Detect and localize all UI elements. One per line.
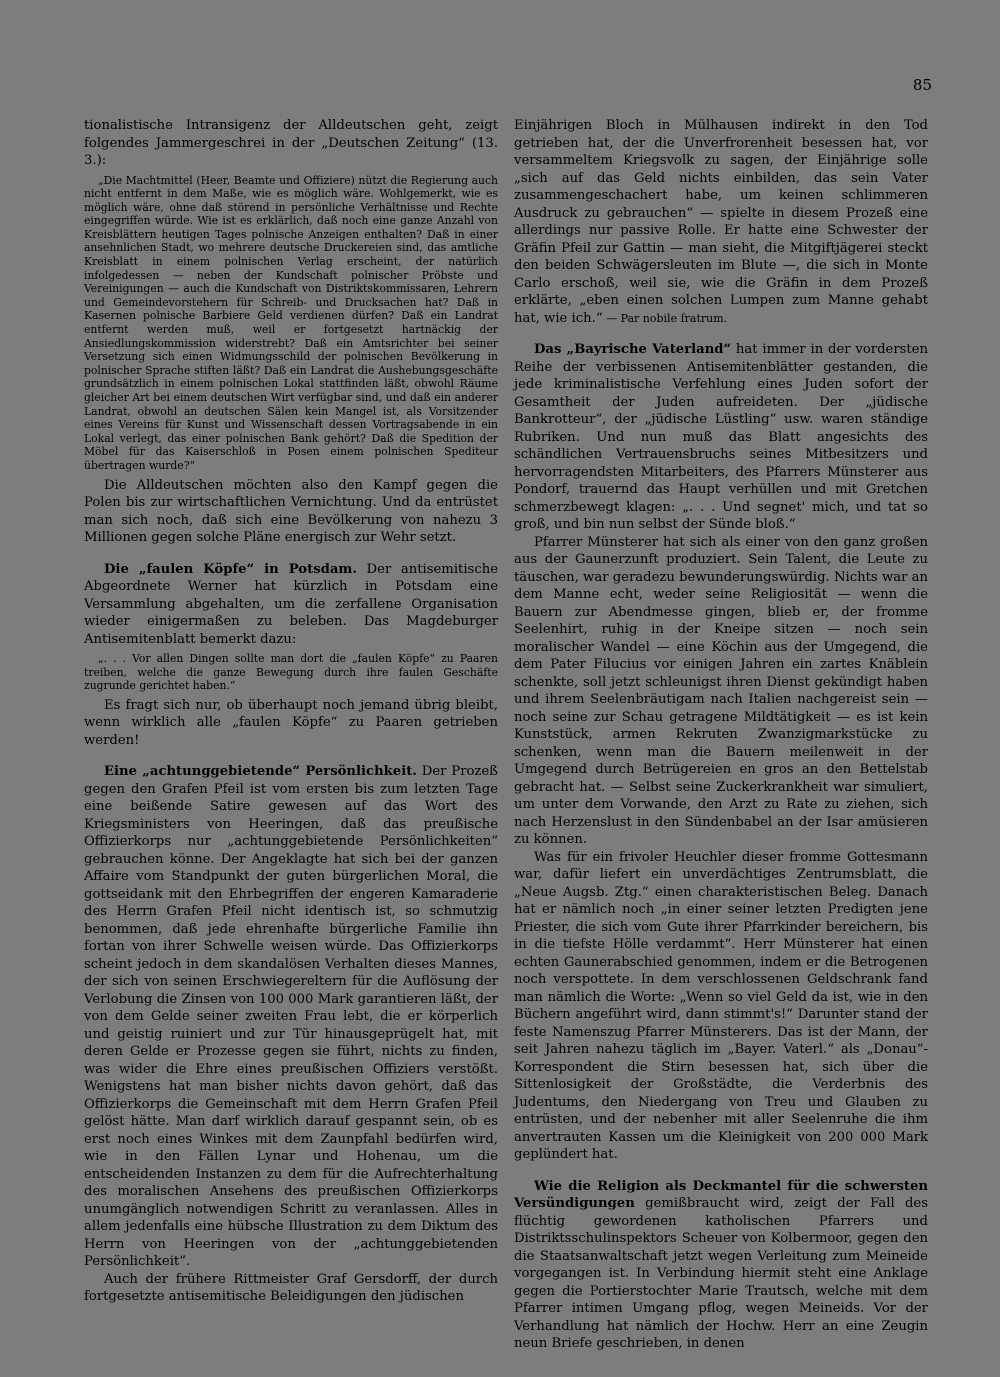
quote-deutsche-zeitung: „Die Machtmittel (Heer, Beamte und Offiziere) nützt die Regierung auch nicht entfernt in dem Maße, wie es möglich wäre. Wohlgemerkt, wie es möglich wäre, ohne daß störend in persönliche Verhältnisse und Rechte eingegriffen würde. Wie ist es erklärlich, daß noch eine ganze Anzahl von Kreisblättern heutigen Tages polnische Anzeigen enthalten? Daß in einer ansehnlichen Stadt, wo mehrere deutsche Druckereien sind, das amtliche Kreisblatt in einem polnischen Verlag erscheint, der natürlich infolgedessen — neben der Kundschaft polnischer Pröbste und Vereinigungen — auch die Kundschaft von Distriktskommissaren, Lehrern und Gemeindevorstehern für Schreib- und Drucksachen hat? Daß in Kasernen polnische Barbiere Geld verdienen dürfen? Daß ein Landrat entfernt werden muß, weil er fortgesetzt hartnäckig der Ansiedlungskommission widerstrebt? Daß ein Amtsrichter bei seiner Versetzung sich einen Widmungsschild der polnischen Bevölkerung in polnischer Sprache stiften läßt? Daß ein Landrat die Aushebungsgeschäfte grundsätzlich in einem polnischen Lokal stattfinden läßt, obwohl Räume gleicher Art bei einem deutschen Wirt verfügbar sind, und daß ein anderer Landrat, obwohl an deutschen Sälen kein Mangel ist, als Vorsitzender eines Vereins für Kunst und Wissenschaft dessen Vortragsabende in ein Lokal verlegt, das einer polnischen Bank gehört? Daß die Spedition der Möbel für das Kaiserschloß in Posen einem polnischen Spediteur übertragen wurde?“ — [84, 173, 498, 472]
right-column — [514, 117, 928, 1353]
section-heading: Wie die Religion als Deckmantel für die schwersten Versündigungen — [514, 1178, 928, 1211]
section-text: Der Prozeß gegen den Grafen Pfeil ist vom ersten bis zum letzten Tage eine beißende Satire gewesen auf das Wort des Kriegsministers von Heeringen, daß das preußische Offizierkorps nur „achtunggebietende Persönlichkeiten“ gebrauchen könne. Der Angeklagte hat sich bei der ganzen Affaire vom Standpunkt der guten bürgerlichen Moral, die gottseidank mit den Ehrbegriffen der engeren Kamaraderie des Herrn Grafen Pfeil nicht identisch ist, so schmutzig benommen, daß jede ehrenhafte bürgerliche Familie ihn fortan von ihrer Schwelle weisen würde. Das Offizierkorps scheint jedoch in dem skandalösen Verhalten dieses Mannes, der sich von seinen Erschwiegereltern für die Auflösung der Verlobung die Zinsen von 100 000 Mark garantieren läßt, der von dem Gelde seiner zweiten Frau lebt, die er körperlich und geistig ruiniert und zur Tür hinausgeprügelt hat, mit deren Gelde er Prozesse gegen sie führt, nichts zu finden, was wider die Ehre eines preußischen Offiziers verstößt. Wenigstens hat man bisher nichts davon gehört, daß das Offizierkorps die Gemeinschaft mit dem Herrn Grafen Pfeil gelöst hätte. Man darf wirklich darauf gespannt sein, ob es erst noch eines Winkes mit dem Zaunpfahl bedürfen wird, wie in den Fällen Lynar und Hohenau, um die entscheidenden Instanzen zu dem für die Aufrechterhaltung des moralischen Ansehens des preußischen Offizierkorps unumgänglich notwendigen Schritt zu veranlassen. Alles in allem jedenfalls eine hübsche Illustration zu dem Diktum des Herrn von Heeringen von der „achtunggebietenden Persönlichkeit“. — [84, 764, 498, 1270]
section-text: Der antisemitische Abgeordnete Werner hat kürzlich in Potsdam eine Versammlung abgehalten, um die zerfallene Organisation wieder einigermaßen zu beleben. Das Magdeburger Antisemitenblatt bemerkt dazu: — [84, 561, 499, 647]
paragraph — [514, 117, 928, 327]
quote-magdeburger: „. . . Vor allen Dingen sollte man dort die „faulen Köpfe“ zu Paaren treiben, welche die ganze Bewegung durch ihre faulen Geschäfte zugrunde gerichtet haben.“ — [84, 652, 498, 693]
paragraph: tionalistische Intransigenz der Alldeutschen geht, zeigt folgendes Jammergeschrei in der „Deutschen Zeitung“ (13. 3.): — [84, 118, 498, 168]
paragraph: Die Alldeutschen möchten also den Kampf gegen die Polen bis zur wirtschaftlichen Vernichtung. Und da entrüstet man sich noch, daß sich eine Bevölkerung von nahezu 3 Millionen gegen solche Pläne energisch zur Wehr setzt. — [84, 477, 498, 546]
section-text: gemißbraucht wird, zeigt der Fall des flüchtig gewordenen katholischen Pfarrers und Distriktsschulinspektors Scheuer von Kolbermoor, gegen den die Staatsanwaltschaft jetzt wegen Verleitung zum Meineide vorgegangen ist. In Verbindung hiermit steht eine Anklage gegen die Portierstochter Marie Trautsch, welche mit dem Pfarrer intimen Umgang pflog, wegen Meineids. Vor der Verhandlung hat nämlich der Hochw. Herr an eine Zeugin neun Briefe geschrieben, in denen — [514, 1196, 928, 1351]
section-religion — [514, 1178, 928, 1353]
paragraph-text: Einjährigen Bloch in Mülhausen indirekt in den Tod getrieben hat, der die Unverfrorenheit besessen hat, vor versammeltem Kriegsvolk zu sagen, der Einjährige solle „sich auf das Geld nichts einbilden, das sein Vater zusammengeschachert habe, um keinen schlimmeren Ausdruck zu gebrauchen“ — spielte in diesem Prozeß eine allerdings nur passive Rolle. Er hatte eine Schwester der Gräfin Pfeil zur Gattin — man sieht, die Mitgiftjägerei steckt den beiden Schwägersleuten im Blute —, die sich in Monte Carlo erschoß, weil sie, wie die Gräfin in dem Prozeß erklärte, „eben einen solchen Lumpen zum Manne gehabt hat, wie ich.“ — [514, 118, 928, 326]
section-heading: Eine „achtunggebietende“ Persönlichkeit. — [104, 764, 417, 780]
page-number: 85 — [912, 76, 932, 94]
left-column — [84, 117, 498, 1306]
paragraph: Auch der frühere Rittmeister Graf Gersdorff, der durch fortgesetzte antisemitische Beleidigungen den jüdischen — [84, 1271, 498, 1305]
section-heading: Die „faulen Köpfe“ in Potsdam. — [104, 561, 357, 577]
paragraph: Pfarrer Münsterer hat sich als einer von den ganz großen aus der Gaunerzunft produziert. Sein Talent, die Leute zu täuschen, war geradezu bewunderungswürdig. Nichts war an dem Manne echt, weder seine Religiosität — wenn die Bauern zur Abendmesse gingen, blieb er, der fromme Seelenhirt, ruhig in der Kneipe sitzen — noch sein moralischer Wandel — eine Köchin aus der Umgegend, die dem Pater Filucius vor einigen Jahren ein zartes Knäblein schenkte, soll jetzt schleunigst ihren Dienst gekündigt haben und ihrem Seelenbräutigam nach Italien nachgereist sein — noch seine zur Schau getragene Mildtätigkeit — es ist kein Kunststück, armen Rekruten Zwanzigmarkstücke zu schenken, wenn man die Bauern meilenweit in der Umgegend durch Betrügereien en gros an den Bettelstab gebracht hat. — Selbst seine Zuckerkrankheit war simuliert, um unter dem Vorwande, den Arzt zu Rate zu ziehen, sich nach Herzenslust in den Sündenbabel an der Isar amüsieren zu können. — [514, 534, 928, 847]
section-persoenlichkeit — [84, 763, 498, 1271]
paragraph: Was für ein frivoler Heuchler dieser fromme Gottesmann war, dafür liefert ein unverdächtiges Zentrumsblatt, die „Neue Augsb. Ztg.“ einen charakteristischen Beleg. Danach hat er nämlich noch „in einer seiner letzten Predigten jene Priester, die sich vom Gute ihrer Pfarrkinder bereichern, bis in die tiefste Hölle verdammt“. Herr Münsterer hat einen echten Gaunerabschied genommen, indem er die Betrogenen noch verspottete. In dem verschlossenen Geldschrank fand man nämlich die Worte: „Wenn so viel Geld da ist, wie in den Büchern angeführt wird, dann stimmt's!“ Darunter stand der feste Namenszug Pfarrer Münsterers. Das ist der Mann, der seit Jahren nahezu täglich im „Bayer. Vaterl.“ als „Donau“-Korrespondent die Stirn besessen hat, sich über die Sittenlosigkeit der Großstädte, die Verderbnis des Judentums, den Niedergang von Treu und Glauben zu entrüsten, und der nebenher mit aller Seelenruhe die ihm anvertrauten Kassen um die Kleinigkeit von 200 000 Mark geplündert hat. — [514, 849, 928, 1162]
section-heading: Das „Bayrische Vaterland“ — [534, 342, 732, 357]
section-bayrisches-vaterland — [514, 341, 928, 534]
section-text: hat immer in der vordersten Reihe der verbissenen Antisemitenblätter gestanden, die jede kriminalistische Verfehlung eines Juden sofort der Gesamtheit der Juden aufreideten. Der „jüdische Bankrotteur“, der „jüdische Lüstling“ usw. waren ständige Rubriken. Und nun muß das Blatt angesichts des schändlichen Vertrauensbruchs seines Mitbesitzers und hervorragendsten Mitarbeiters, des Pfarrers Münsterer aus Pondorf, trauernd das Haupt verhüllen und mit Gretchen schmerzbewegt klagen: „. . . Und segnet' mich, und tat so groß, und bin nun selbst der Sünde bloß.“ — [514, 342, 928, 532]
paragraph-tail: — Par nobile fratrum. — [602, 311, 728, 325]
paragraph: Es fragt sich nur, ob überhaupt noch jemand übrig bleibt, wenn wirklich alle „faulen Köpfe“ zu Paaren getrieben werden! — [84, 697, 498, 748]
section-faule-koepfe — [84, 561, 498, 649]
